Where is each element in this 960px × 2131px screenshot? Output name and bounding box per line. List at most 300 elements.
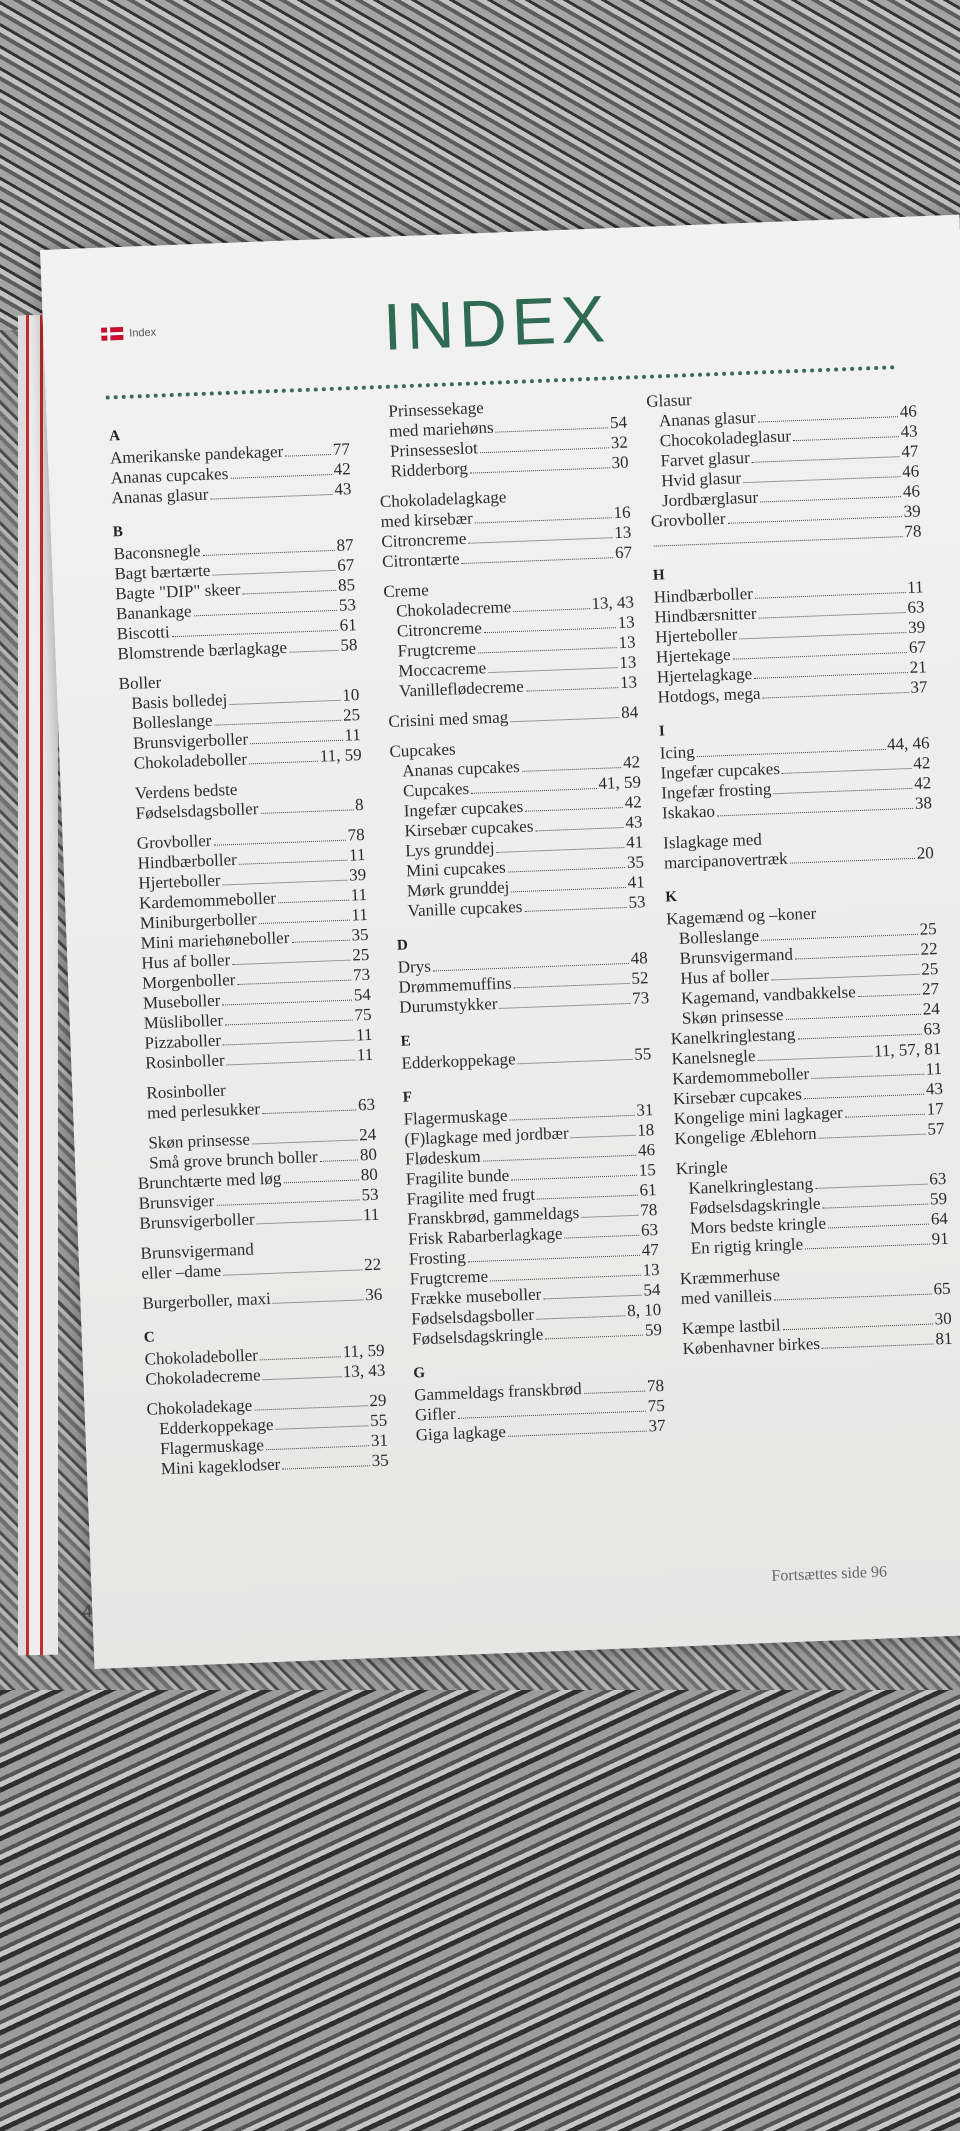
entry-page-number: 37 xyxy=(910,677,928,697)
dot-leader xyxy=(782,768,912,774)
entry-name: Chokoladeboller xyxy=(144,1345,259,1369)
dot-leader xyxy=(510,717,619,722)
entry-name: Citroncreme xyxy=(396,618,483,641)
danish-flag-icon xyxy=(101,327,123,341)
entry-name: Gifler xyxy=(414,1403,456,1425)
dot-leader xyxy=(278,900,349,904)
dot-leader xyxy=(263,1376,341,1380)
entry-page-number: 11 xyxy=(355,1024,373,1045)
entry-name: Citroncreme xyxy=(381,528,467,552)
entry-name: Ananas cupcakes xyxy=(401,756,521,781)
entry-name: Chokoladecreme xyxy=(145,1365,261,1389)
entry-page-number: 30 xyxy=(611,452,629,473)
dot-leader xyxy=(469,537,613,544)
entry-name: Ingefær cupcakes xyxy=(403,796,524,821)
heading-text: Chokoladelagkage xyxy=(379,487,507,512)
entry-name: Frugtcreme xyxy=(409,1266,489,1289)
entry-name: Ingefær frosting xyxy=(660,779,772,803)
entry-page-number: 25 xyxy=(342,705,361,725)
entry-name: Ingefær cupcakes xyxy=(660,758,781,783)
entry-page-number: 11 xyxy=(906,577,924,597)
entry-page-number: 42 xyxy=(912,753,931,773)
dot-leader xyxy=(214,840,346,846)
dot-leader xyxy=(470,467,610,473)
dot-leader xyxy=(223,880,348,886)
dot-leader xyxy=(545,1335,643,1340)
entry-name: Mors bedste kringle xyxy=(689,1213,827,1238)
entry-name: Hindbærboller xyxy=(137,849,238,873)
entry-name: Franskbrød, gammeldags xyxy=(407,1203,580,1229)
entry-name: Frosting xyxy=(408,1247,467,1269)
dot-leader xyxy=(858,994,920,997)
entry-name: Kanelkringlestang xyxy=(670,1024,796,1049)
entry-name: Gammeldags franskbrød xyxy=(413,1379,583,1405)
dot-leader xyxy=(320,1159,358,1161)
entry-name: Morgenboller xyxy=(141,970,236,993)
entry-page-number: 53 xyxy=(338,595,357,615)
entry-page-number: 43 xyxy=(925,1078,944,1099)
dot-leader xyxy=(223,1269,362,1275)
entry-page-number: 48 xyxy=(630,948,648,968)
dot-leader xyxy=(480,447,609,453)
entry-name: En rigtig kringle xyxy=(690,1234,804,1258)
entry-page-number: 63 xyxy=(357,1094,376,1115)
dot-leader xyxy=(755,592,905,599)
entry-name: (F)lagkage med jordbær xyxy=(404,1123,569,1149)
entry-page-number: 63 xyxy=(640,1220,659,1240)
dot-leader xyxy=(249,761,318,765)
dot-leader xyxy=(823,1204,929,1209)
entry-page-number: 77 xyxy=(332,439,351,459)
entry-name: Flagermuskage xyxy=(403,1105,508,1129)
entry-name: Drys xyxy=(397,956,432,977)
entry-page-number: 13 xyxy=(618,632,636,653)
entry-page-number: 25 xyxy=(351,944,370,965)
heading-text: Creme xyxy=(383,580,430,602)
entry-page-number: 30 xyxy=(934,1308,953,1329)
section-letter: H xyxy=(652,567,665,584)
entry-name: Flødeskum xyxy=(404,1146,482,1169)
dot-leader xyxy=(797,1034,921,1040)
entry-page-number: 11 xyxy=(348,844,366,865)
dot-leader xyxy=(654,536,903,547)
entry-page-number: 31 xyxy=(636,1100,654,1120)
dot-leader xyxy=(484,627,616,633)
dot-leader xyxy=(500,1003,631,1009)
dot-leader xyxy=(511,1175,637,1181)
dot-leader xyxy=(291,940,349,943)
dot-leader xyxy=(266,1445,369,1450)
dot-leader xyxy=(759,612,906,619)
entry-name: Hjertelagkage xyxy=(656,663,753,687)
dot-leader xyxy=(232,960,350,966)
dot-leader xyxy=(250,740,342,745)
entry-page-number: 11 xyxy=(925,1058,943,1079)
heading-text: Rosinboller xyxy=(146,1080,227,1103)
entry-page-number: 24 xyxy=(358,1124,377,1145)
entry-name: Vanilleflødecreme xyxy=(398,676,525,701)
dot-leader xyxy=(805,1244,930,1250)
entry-name: Museboller xyxy=(142,990,221,1013)
entry-page-number: 13 xyxy=(642,1259,660,1280)
heading-text: Brunsvigermand xyxy=(140,1239,255,1263)
entry-name: Kanelkringlestang xyxy=(688,1174,814,1198)
dot-leader xyxy=(262,1109,356,1114)
entry-page-number: 31 xyxy=(370,1430,389,1451)
entry-name: Chocokoladeglasur xyxy=(659,426,792,451)
dot-leader xyxy=(229,700,340,705)
entry-page-number: 39 xyxy=(348,864,367,885)
dot-leader xyxy=(793,436,899,441)
entry-name: Fødselsdagsboller xyxy=(135,799,259,823)
section-letter: A xyxy=(108,428,121,445)
entry-page-number: 13 xyxy=(619,672,638,693)
entry-page-number: 11, 59 xyxy=(342,1340,385,1362)
dot-leader xyxy=(537,1195,638,1200)
entry-page-number: 67 xyxy=(336,555,355,575)
entry-name: Ananas cupcakes xyxy=(110,463,229,488)
dot-leader xyxy=(276,1425,369,1430)
entry-page-number: 42 xyxy=(913,773,932,793)
entry-name: Giga lagkage xyxy=(415,1421,507,1445)
heading-text: Kringle xyxy=(675,1157,729,1179)
entry-name: Iskakao xyxy=(661,801,716,823)
entry-name: Brunsviger xyxy=(138,1191,215,1213)
entry-page-number: 35 xyxy=(626,852,645,872)
dot-leader xyxy=(289,650,339,653)
entry-name: Flagermuskage xyxy=(159,1435,265,1459)
entry-name: Chokoladekage xyxy=(146,1395,253,1419)
index-column-1 xyxy=(108,403,389,1479)
dot-leader xyxy=(259,920,350,924)
dot-leader xyxy=(581,1215,638,1218)
section-letter: F xyxy=(402,1089,413,1106)
entry-page-number: 59 xyxy=(929,1188,948,1209)
entry-name: Durumstykker xyxy=(398,994,498,1017)
entry-name: Chokoladeboller xyxy=(133,749,248,773)
dot-leader xyxy=(773,788,912,794)
entry-name: Miniburgerboller xyxy=(139,909,257,933)
entry-page-number: 47 xyxy=(641,1239,660,1260)
dot-leader xyxy=(194,610,337,617)
entry-name: Brunsvigerboller xyxy=(139,1209,255,1233)
entry-page-number: 52 xyxy=(631,968,649,988)
entry-page-number: 36 xyxy=(364,1284,383,1305)
entry-page-number: 63 xyxy=(923,1019,941,1039)
dot-leader xyxy=(243,590,337,595)
entry-name: Mørk grunddej xyxy=(406,877,510,901)
entry-page-number: 54 xyxy=(353,984,372,1005)
dot-leader xyxy=(752,456,900,463)
entry-name: med kirsebær xyxy=(380,508,474,532)
entry-page-number: 78 xyxy=(347,824,366,845)
entry-page-number: 22 xyxy=(920,939,938,959)
entry-page-number: 80 xyxy=(360,1164,379,1185)
entry-name: Brunsvigerboller xyxy=(132,729,249,753)
entry-name: Grovboller xyxy=(136,830,212,853)
dot-leader xyxy=(536,1315,625,1319)
entry-page-number: 11 xyxy=(344,725,362,745)
entry-page-number: 42 xyxy=(333,459,351,479)
dot-leader xyxy=(763,692,909,699)
entry-page-number: 11 xyxy=(356,1044,374,1065)
dot-leader xyxy=(284,1179,359,1183)
section-letter: C xyxy=(143,1329,155,1346)
entry-name: Frisk Rabarberlagkage xyxy=(407,1223,563,1249)
dot-leader xyxy=(811,1074,924,1079)
entry-name: med vanilleis xyxy=(680,1285,773,1309)
entry-name: Icing xyxy=(659,742,696,763)
entry-page-number: 10 xyxy=(341,685,360,705)
dot-leader xyxy=(804,1094,924,1100)
dot-leader xyxy=(282,1465,370,1469)
entry-name: med mariehøns xyxy=(388,417,494,441)
dot-leader xyxy=(771,974,919,981)
entry-name: Kardemommeboller xyxy=(138,888,277,913)
entry-page-number: 25 xyxy=(920,959,939,979)
entry-name: Kagemand, vandbakkelse xyxy=(680,982,857,1008)
index-page xyxy=(40,215,960,1669)
entry-page-number: 81 xyxy=(935,1328,953,1349)
dot-leader xyxy=(273,1299,364,1303)
entry-page-number: 24 xyxy=(922,999,941,1019)
entry-page-number: 55 xyxy=(369,1410,388,1431)
entry-page-number: 13 xyxy=(617,612,636,633)
dot-leader xyxy=(252,1139,357,1144)
heading-text: Glasur xyxy=(645,390,692,411)
dot-leader xyxy=(526,687,618,692)
entry-name: Bagte "DIP" skeer xyxy=(114,579,241,604)
entry-page-number: 53 xyxy=(361,1184,379,1205)
entry-name: Københavner birkes xyxy=(682,1333,821,1359)
dot-leader xyxy=(522,767,621,772)
dot-leader xyxy=(511,887,625,892)
entry-page-number: 44, 46 xyxy=(886,733,930,754)
entry-page-number: 61 xyxy=(339,615,357,635)
entry-name: Mini cupcakes xyxy=(405,857,507,881)
entry-page-number: 41, 59 xyxy=(598,772,642,793)
entry-page-number: 58 xyxy=(340,635,358,655)
entry-page-number: 43 xyxy=(625,812,643,832)
dot-leader xyxy=(230,474,331,479)
entry-page-number: 63 xyxy=(906,597,925,617)
dot-leader xyxy=(225,1020,353,1026)
dot-leader xyxy=(490,1275,641,1282)
entry-name: Mini kageklodser xyxy=(160,1454,281,1479)
entry-page-number: 78 xyxy=(904,521,922,542)
entry-page-number: 61 xyxy=(639,1180,657,1200)
entry-name: Kirsebær cupcakes xyxy=(404,816,534,841)
entry-name: Basis bolledej xyxy=(131,690,228,713)
entry-page-number: 59 xyxy=(644,1319,663,1340)
entry-page-number: 42 xyxy=(624,792,642,812)
entry-name: Chokoladecreme xyxy=(395,597,512,621)
dot-leader xyxy=(497,847,625,853)
entry-page-number: 75 xyxy=(647,1395,666,1416)
entry-page-number: 73 xyxy=(352,964,371,985)
entry-page-number: 55 xyxy=(633,1044,652,1064)
entry-name: Hus af boller xyxy=(141,950,231,973)
countertop-background-lower xyxy=(0,1690,960,2131)
entry-name: Brunsvigermand xyxy=(679,944,794,968)
entry-page-number: 64 xyxy=(930,1208,949,1229)
entry-page-number: 21 xyxy=(909,657,928,677)
entry-page-number: 73 xyxy=(631,988,650,1008)
entry-name: Kongelige mini lagkager xyxy=(673,1102,844,1129)
entry-name: Bagt bærtærte xyxy=(114,560,211,584)
entry-page-number: 8 xyxy=(354,794,364,815)
continued-note: Fortsættes side 96 xyxy=(771,1563,888,1585)
entry-name: Ananas glasur xyxy=(658,407,757,431)
page-number: 4 xyxy=(81,1601,93,1622)
dot-leader xyxy=(212,570,335,576)
entry-name: Kanelsnegle xyxy=(671,1046,756,1069)
heading-text: Kagemænd og –koner xyxy=(665,903,817,929)
entry-name: Fødselsdagsboller xyxy=(410,1304,535,1329)
dot-leader xyxy=(760,496,901,502)
entry-name: Burgerboller, maxi xyxy=(142,1288,272,1313)
entry-page-number: 46 xyxy=(901,461,920,482)
dot-leader xyxy=(257,1219,361,1224)
entry-name: Müsliboller xyxy=(143,1010,224,1033)
entry-name: Lys grunddej xyxy=(404,837,495,861)
dot-leader xyxy=(210,494,332,500)
entry-page-number: 46 xyxy=(637,1140,656,1160)
dot-leader xyxy=(524,907,626,912)
dot-leader xyxy=(254,1405,367,1410)
dot-leader xyxy=(536,827,624,831)
dot-leader xyxy=(223,1000,353,1006)
dot-leader xyxy=(513,608,589,612)
heading-text: Cupcakes xyxy=(389,739,456,761)
entry-name: Kirsebær cupcakes xyxy=(672,1084,803,1109)
entry-page-number: 53 xyxy=(628,892,646,912)
entry-page-number: 42 xyxy=(622,752,641,772)
entry-page-number: 47 xyxy=(901,441,919,462)
entry-page-number: 41 xyxy=(625,832,644,852)
entry-page-number: 43 xyxy=(334,479,352,499)
dot-leader xyxy=(483,1155,636,1162)
entry-page-number: 20 xyxy=(916,843,935,863)
index-column-3 xyxy=(646,381,953,1359)
dot-leader xyxy=(795,954,919,960)
dot-leader xyxy=(584,1391,645,1394)
entry-name: Kæmpe lastbil xyxy=(681,1315,781,1339)
entry-name: Jordbærglasur xyxy=(661,487,759,511)
dot-leader xyxy=(496,427,609,432)
entry-page-number: 39 xyxy=(907,617,926,637)
entry-name: Hindbærsnitter xyxy=(654,603,757,627)
dot-leader xyxy=(786,1014,921,1020)
entry-page-number: 11 xyxy=(350,884,368,905)
entry-page-number: 32 xyxy=(610,432,629,453)
entry-name: Grovboller xyxy=(650,508,726,531)
entry-page-number: 41 xyxy=(627,872,646,892)
section-letter: K xyxy=(665,889,678,906)
entry-name: Fragilite med frugt xyxy=(406,1184,536,1209)
entry-name: Baconsnegle xyxy=(113,541,201,564)
entry-name: Frække museboller xyxy=(410,1284,542,1309)
entry-page-number: 27 xyxy=(921,979,940,999)
entry-page-number: 78 xyxy=(646,1375,665,1396)
heading-text: Islagkage med xyxy=(662,829,763,853)
heading-text: Verdens bedste xyxy=(134,779,238,803)
entry-page-number: 85 xyxy=(337,575,356,595)
dot-leader xyxy=(758,416,898,422)
dot-leader xyxy=(215,720,342,726)
entry-page-number: 18 xyxy=(636,1120,655,1140)
dot-leader xyxy=(478,647,617,653)
entry-page-number: 54 xyxy=(609,412,628,433)
entry-page-number: 11 xyxy=(362,1204,380,1225)
entry-page-number: 84 xyxy=(620,702,639,723)
entry-name: Hvid glasur xyxy=(660,468,742,491)
dot-leader xyxy=(815,1184,927,1189)
entry-page-number: 11, 57, 81 xyxy=(873,1038,942,1061)
entry-name: Biscotti xyxy=(116,622,171,644)
entry-page-number: 63 xyxy=(928,1168,947,1189)
entry-page-number: 65 xyxy=(933,1278,951,1299)
dot-leader xyxy=(488,667,617,673)
dot-leader xyxy=(227,1060,355,1066)
index-column-2 xyxy=(376,393,666,1446)
entry-name: Rosinboller xyxy=(144,1050,225,1073)
entry-page-number: 35 xyxy=(371,1450,390,1471)
section-letter: D xyxy=(396,937,409,954)
dot-leader xyxy=(237,980,351,985)
entry-page-number: 38 xyxy=(914,793,933,813)
entry-page-number: 67 xyxy=(614,542,633,563)
entry-page-number: 13 xyxy=(618,652,637,673)
heading-text: Kræmmerhuse xyxy=(679,1265,781,1289)
entry-name: Ridderborg xyxy=(390,458,469,481)
entry-name: Farvet glasur xyxy=(660,447,751,471)
entry-page-number: 25 xyxy=(919,919,938,939)
entry-page-number: 87 xyxy=(336,535,354,555)
entry-name: Fødselsdagskringle xyxy=(688,1193,821,1218)
entry-name: Hjerteboller xyxy=(654,624,738,647)
entry-page-number: 46 xyxy=(902,481,921,502)
dot-leader xyxy=(508,1431,647,1437)
entry-name: med perlesukker xyxy=(146,1099,261,1123)
section-letter: G xyxy=(413,1365,426,1382)
entry-name: Ananas glasur xyxy=(111,484,209,508)
section-letter: B xyxy=(112,524,124,541)
dot-leader xyxy=(543,1295,641,1300)
entry-page-number: 75 xyxy=(354,1004,372,1025)
dot-leader xyxy=(223,1040,354,1046)
dot-leader xyxy=(828,1224,929,1229)
dot-leader xyxy=(508,867,625,873)
entry-page-number: 11, 59 xyxy=(319,745,362,766)
dot-leader xyxy=(239,860,347,865)
entry-name: Bolleslange xyxy=(131,710,213,733)
entry-page-number: 29 xyxy=(369,1390,387,1411)
entry-name: Prinsesseslot xyxy=(389,438,479,461)
dot-leader xyxy=(514,983,630,988)
entry-page-number: 13, 43 xyxy=(342,1360,386,1382)
dot-leader xyxy=(216,1199,359,1206)
entry-page-number: 57 xyxy=(927,1118,945,1139)
entry-name: Cupcakes xyxy=(402,778,470,801)
entry-name: Skøn prinsesse xyxy=(681,1005,784,1028)
dot-leader xyxy=(475,517,612,523)
entry-name: Hindbærboller xyxy=(653,583,754,607)
entry-name: Fragilite bunde xyxy=(405,1165,510,1189)
entry-name: Små grove brunch boller xyxy=(148,1147,318,1173)
entry-name: Moccacreme xyxy=(398,658,487,681)
dot-leader xyxy=(285,454,331,457)
